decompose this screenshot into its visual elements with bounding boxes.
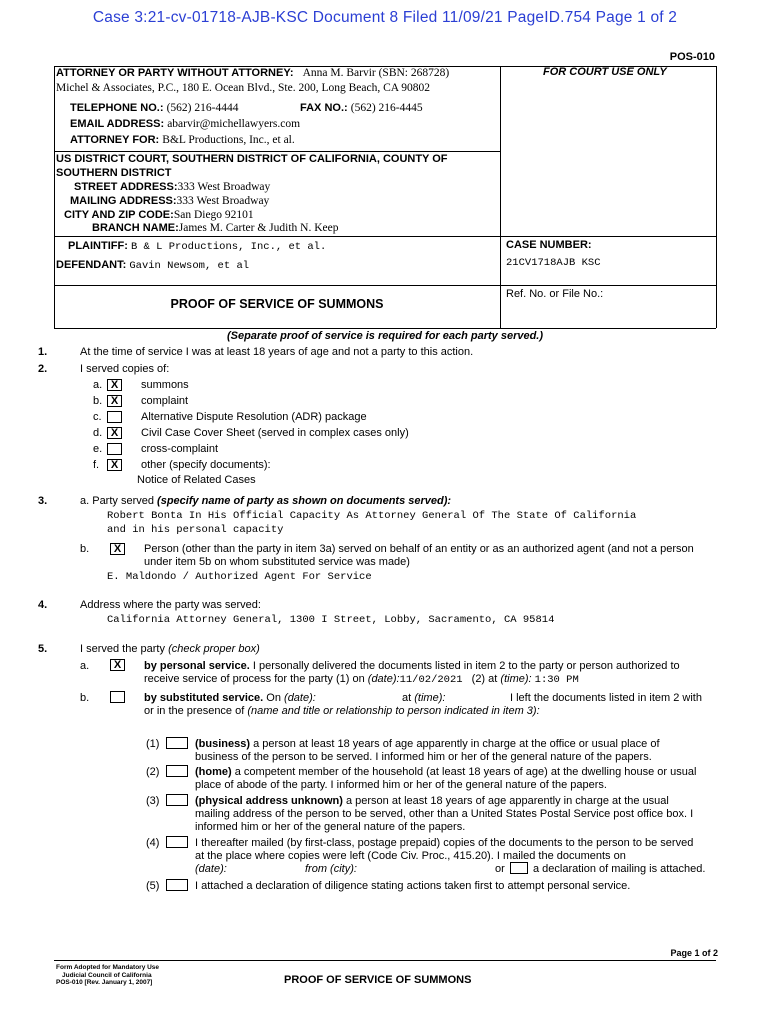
item3a-label: a. Party served <box>80 495 154 507</box>
sub4-declaration-text: a declaration of mailing is attached. <box>533 863 706 875</box>
defendant-value: Gavin Newsom, et al <box>129 260 250 272</box>
item5b-time-label: (time): <box>414 692 446 704</box>
sub3-number: (3) <box>146 795 160 807</box>
sub5-number: (5) <box>146 880 160 892</box>
item5a-time-value: 1:30 PM <box>534 674 579 686</box>
item5a-line1 <box>144 660 680 672</box>
item5b-date-label: (date): <box>284 692 316 704</box>
mailing-label: MAILING ADDRESS: <box>70 195 177 207</box>
item5a-text: I personally delivered the documents listed in item 2 to the party or person authorized to <box>252 660 680 672</box>
sub4-number: (4) <box>146 837 160 849</box>
city-label: CITY AND ZIP CODE: <box>64 209 174 221</box>
doc-a-label: summons <box>141 379 189 391</box>
item5b-text2: or in the presence of <box>144 705 245 717</box>
form-note-line1: Form Adopted for Mandatory Use <box>56 964 160 971</box>
form-id: POS-010 <box>669 51 715 63</box>
attorney-name: Anna M. Barvir (SBN: 268728) <box>302 67 450 79</box>
item1-number: 1. <box>38 346 48 358</box>
item5b-line2 <box>144 705 540 717</box>
attorney-label: ATTORNEY OR PARTY WITHOUT ATTORNEY: <box>56 67 294 79</box>
service-address-value: California Attorney General, 1300 I Street, Lobby, Sacramento, CA 95814 <box>107 614 555 626</box>
attorney-line <box>56 67 449 79</box>
sub4-or: or <box>495 863 505 875</box>
sub3-text2: mailing address of the person to be served, other than a United States Postal Service post office box. I <box>195 808 694 820</box>
item5-line <box>80 643 260 655</box>
item5-hint: (check proper box) <box>168 643 260 655</box>
telephone-line <box>70 102 238 114</box>
item3a-hint: (specify name of party as shown on documents served): <box>157 495 452 507</box>
item5a-text2: receive service of process for the party (1) on <box>144 673 365 685</box>
doc-f-letter: f. <box>93 459 100 471</box>
email-label: EMAIL ADDRESS: <box>70 118 165 130</box>
item3-number: 3. <box>38 495 48 507</box>
sub3-text3: informed him or her of the general nature of the papers. <box>195 821 466 833</box>
sub5-checkbox[interactable] <box>166 879 188 891</box>
mailing-line <box>70 195 269 207</box>
attorney-for-label: ATTORNEY FOR: <box>70 134 160 146</box>
form-title: PROOF OF SERVICE OF SUMMONS <box>170 297 384 311</box>
plaintiff-label: PLAINTIFF: <box>68 240 128 252</box>
sub2-text: a competent member of the household (at least 18 years of age) at the dwelling house or usual <box>234 766 697 778</box>
divider-parties <box>54 285 716 286</box>
item5b-checkbox[interactable] <box>110 691 125 703</box>
item2-text: I served copies of: <box>80 363 170 375</box>
item5b-bold: by substituted service. <box>144 692 264 704</box>
telephone-value: (562) 216-4444 <box>166 102 239 114</box>
form-adoption-note <box>56 964 159 987</box>
case-number-value: 21CV1718AJB KSC <box>506 257 601 269</box>
branch-line <box>92 222 338 234</box>
doc-c-label: Alternative Dispute Resolution (ADR) package <box>141 411 367 423</box>
other-documents-value: Notice of Related Cases <box>137 474 256 486</box>
item5a-time-pre: (2) at <box>471 673 498 685</box>
sub3-text: a person at least 18 years of age apparently in charge at the usual <box>345 795 669 807</box>
item5-number: 5. <box>38 643 48 655</box>
sub1-line1 <box>195 738 660 750</box>
case-number-label: CASE NUMBER: <box>506 239 592 251</box>
item5b-line1 <box>144 692 316 704</box>
ref-number-label: Ref. No. or File No.: <box>506 288 604 300</box>
doc-b-letter: b. <box>93 395 103 407</box>
sub1-text2: business of the person to be served. I informed him or her of the general nature of the papers. <box>195 751 652 763</box>
divider-court <box>54 236 716 237</box>
party-served-line1: Robert Bonta In His Official Capacity As Attorney General Of The State Of California <box>107 510 637 522</box>
sub1-text: a person at least 18 years of age apparently in charge at the office or usual place of <box>253 738 660 750</box>
sub2-line1 <box>195 766 696 778</box>
sub2-text2: place of abode of the party. I informed him or her of the general nature of the papers. <box>195 779 607 791</box>
doc-c-letter: c. <box>93 411 102 423</box>
city-value: San Diego 92101 <box>173 209 254 221</box>
doc-c-checkbox[interactable] <box>107 411 122 423</box>
item5b-on: On <box>266 692 281 704</box>
branch-value: James M. Carter & Judith N. Keep <box>178 222 339 234</box>
sub4-text2: at the place where copies were left (Code Civ. Proc., 415.20). I mailed the documents on <box>195 850 626 862</box>
sub2-checkbox[interactable] <box>166 765 188 777</box>
item4-number: 4. <box>38 599 48 611</box>
item3b-checkbox[interactable]: X <box>110 543 125 555</box>
item5a-bold: by personal service. <box>144 660 250 672</box>
item5a-letter: a. <box>80 660 90 672</box>
sub3-checkbox[interactable] <box>166 794 188 806</box>
item5b-at: at <box>402 692 412 704</box>
right-border <box>716 66 717 328</box>
doc-d-letter: d. <box>93 427 103 439</box>
fax-label: FAX NO.: <box>300 102 348 114</box>
court-name-line2: SOUTHERN DISTRICT <box>56 167 172 179</box>
telephone-label: TELEPHONE NO.: <box>70 102 164 114</box>
doc-f-label: other (specify documents): <box>141 459 271 471</box>
sub1-number: (1) <box>146 738 160 750</box>
sub2-bold: (home) <box>195 766 232 778</box>
plaintiff-line <box>68 240 326 253</box>
item5b-text: I left the documents listed in item 2 with <box>510 692 702 704</box>
item3b-text2: under item 5b on whom substituted service was made) <box>144 556 410 568</box>
item5a-time-label: (time): <box>500 673 532 685</box>
defendant-line <box>56 259 249 272</box>
form-note-line3: POS-010 [Rev. January 1, 2007] <box>56 979 153 986</box>
item3b-text1: Person (other than the party in item 3a) served on behalf of an entity or as an authorized agent (and not a person <box>144 543 694 555</box>
branch-label: BRANCH NAME: <box>92 222 179 234</box>
fax-value: (562) 216-4445 <box>350 102 423 114</box>
doc-e-label: cross-complaint <box>141 443 219 455</box>
bottom-border <box>54 328 716 329</box>
sub4-checkbox[interactable] <box>166 836 188 848</box>
sub4-text: I thereafter mailed (by first-class, postage prepaid) copies of the documents to the person to be served <box>195 837 694 849</box>
item5a-date-label: (date): <box>367 673 400 685</box>
doc-a-checkbox[interactable]: X <box>107 379 122 391</box>
attorney-firm: Michel & Associates, P.C., 180 E. Ocean Blvd., Ste. 200, Long Beach, CA 90802 <box>56 82 431 94</box>
doc-f-checkbox[interactable]: X <box>107 459 122 471</box>
doc-b-label: complaint <box>141 395 189 407</box>
item4-label: Address where the party was served: <box>80 599 261 611</box>
middle-divider <box>500 66 501 328</box>
doc-b-checkbox[interactable]: X <box>107 395 122 407</box>
sub3-line1 <box>195 795 669 807</box>
sub5-text: I attached a declaration of diligence stating actions taken first to attempt personal service. <box>195 880 631 892</box>
doc-d-checkbox[interactable]: X <box>107 427 122 439</box>
item1-text: At the time of service I was at least 18 years of age and not a party to this action. <box>80 346 474 358</box>
item5b-hint: (name and title or relationship to person indicated in item 3): <box>247 705 540 717</box>
street-line <box>74 181 270 193</box>
page-number: Page 1 of 2 <box>670 948 718 958</box>
sub4-date-label: (date): <box>195 863 227 875</box>
sub1-checkbox[interactable] <box>166 737 188 749</box>
item5a-date-value: 11/02/2021 <box>399 674 463 686</box>
plaintiff-value: B & L Productions, Inc., et al. <box>130 241 327 253</box>
item5a-checkbox[interactable]: X <box>110 659 125 671</box>
attorney-for-line <box>70 134 295 146</box>
party-served-line2: and in his personal capacity <box>107 524 284 536</box>
street-value: 333 West Broadway <box>177 181 271 193</box>
form-subtitle: (Separate proof of service is required for each party served.) <box>226 330 544 342</box>
fax-line <box>300 102 423 114</box>
court-name-line1: US DISTRICT COURT, SOUTHERN DISTRICT OF CALIFORNIA, COUNTY OF <box>56 153 448 165</box>
defendant-label: DEFENDANT: <box>56 259 127 271</box>
item3b-letter: b. <box>80 543 90 555</box>
item5-label: I served the party <box>80 643 165 655</box>
form-note-line2: Judicial Council of California <box>62 971 152 979</box>
doc-e-letter: e. <box>93 443 103 455</box>
filing-header: Case 3:21-cv-01718-AJB-KSC Document 8 Filed 11/09/21 PageID.754 Page 1 of 2 <box>92 9 678 26</box>
sub3-bold: (physical address unknown) <box>195 795 343 807</box>
sub4-from-label: from (city): <box>305 863 357 875</box>
left-border <box>54 66 55 328</box>
doc-a-letter: a. <box>93 379 103 391</box>
court-use-label: FOR COURT USE ONLY <box>543 66 667 78</box>
email-line <box>70 118 300 130</box>
sub2-number: (2) <box>146 766 160 778</box>
sub1-bold: (business) <box>195 738 251 750</box>
doc-e-checkbox[interactable] <box>107 443 122 455</box>
sub4-declaration-checkbox[interactable] <box>510 862 528 874</box>
item3a-line <box>80 495 451 507</box>
doc-d-label: Civil Case Cover Sheet (served in complex cases only) <box>141 427 409 439</box>
email-value: abarvir@michellawyers.com <box>167 118 301 130</box>
item5a-line2 <box>144 673 579 686</box>
attorney-for-value: B&L Productions, Inc., et al. <box>162 134 295 146</box>
city-line <box>64 209 254 221</box>
divider-attorney <box>54 151 500 152</box>
authorized-agent-value: E. Maldondo / Authorized Agent For Service <box>107 571 372 583</box>
footer-title: PROOF OF SERVICE OF SUMMONS <box>284 974 472 986</box>
footer-rule <box>54 960 716 961</box>
item2-number: 2. <box>38 363 48 375</box>
item5b-time <box>402 692 445 704</box>
street-label: STREET ADDRESS: <box>74 181 178 193</box>
mailing-value: 333 West Broadway <box>176 195 270 207</box>
item5b-letter: b. <box>80 692 90 704</box>
